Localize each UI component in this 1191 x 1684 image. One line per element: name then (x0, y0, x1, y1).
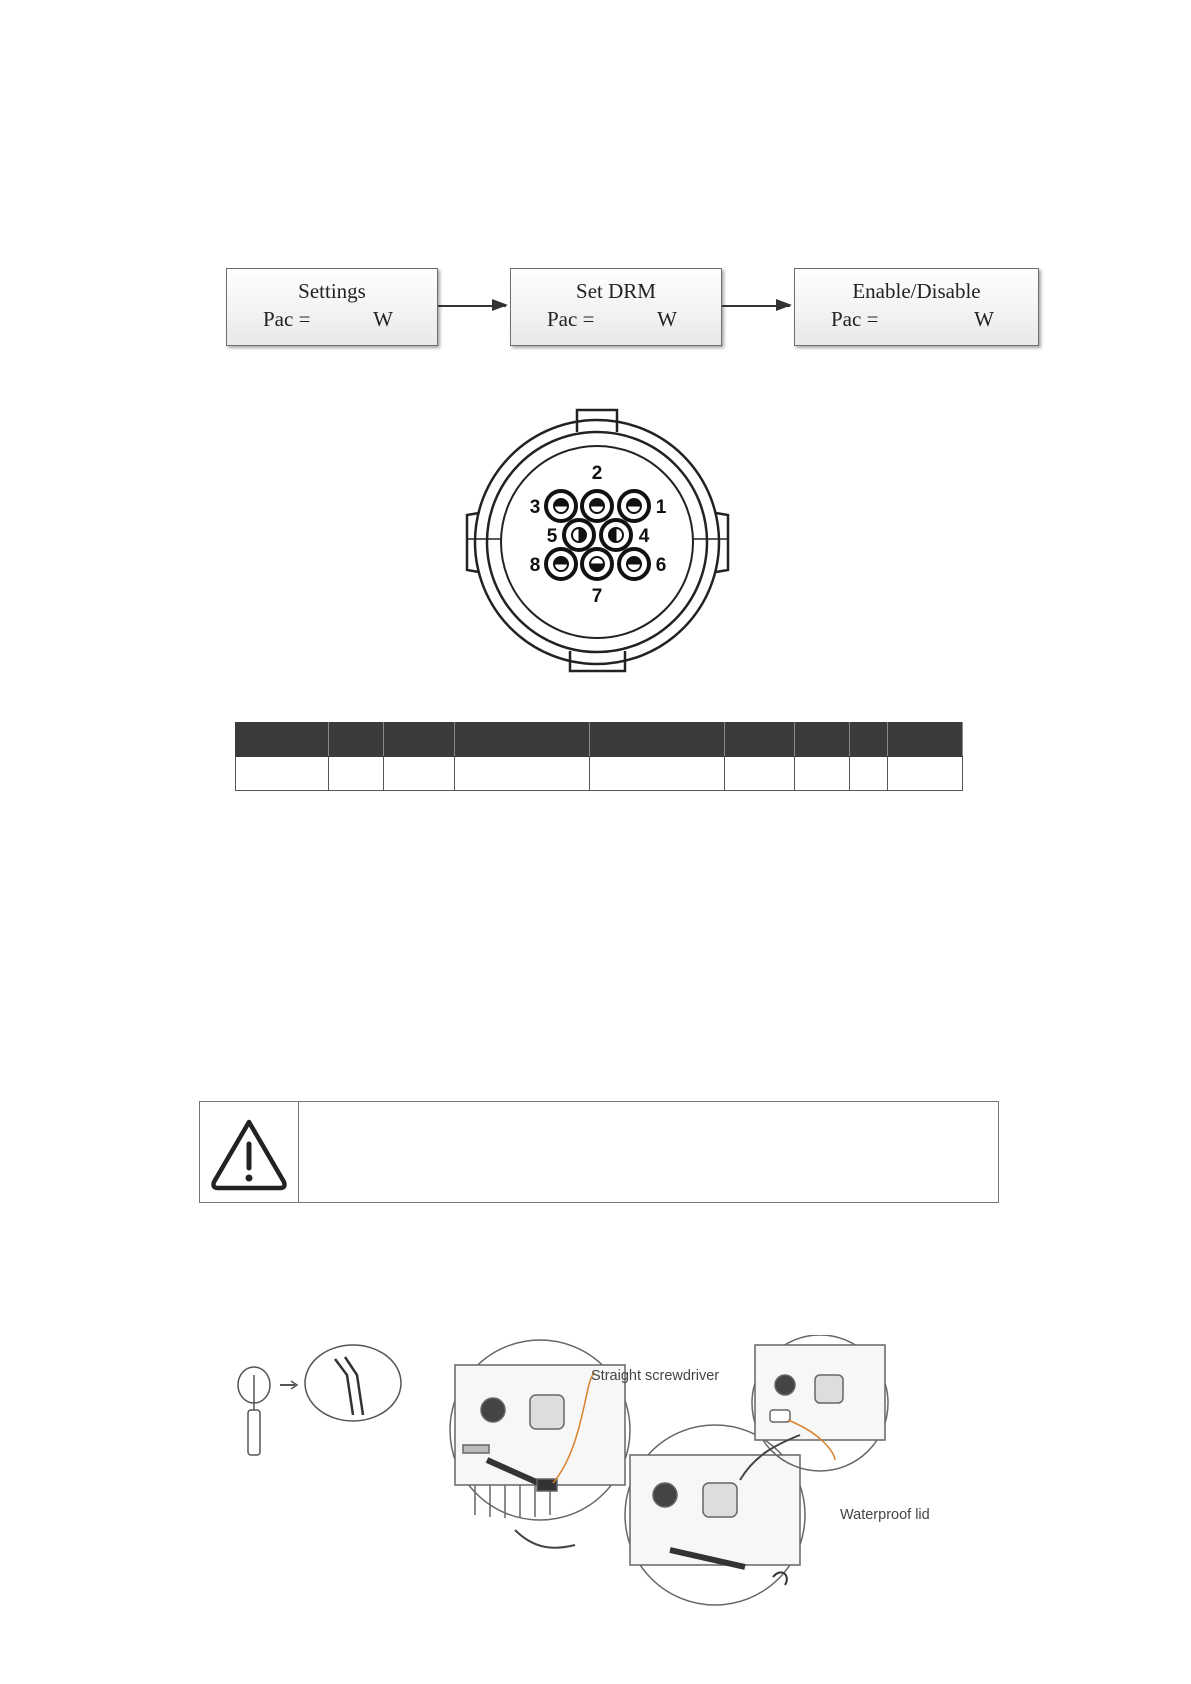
flow-box-pac: Pac = (831, 307, 879, 331)
pin-label-1: 1 (655, 497, 667, 518)
flow-box-unit: W (974, 307, 994, 331)
table-header-cell (850, 723, 888, 757)
pin-label-6: 6 (655, 555, 667, 576)
table-header-cell (888, 723, 963, 757)
pin-7 (582, 549, 612, 579)
warning-triangle-icon (200, 1102, 298, 1202)
pin-label-2: 2 (591, 463, 603, 484)
warning-notice-box (199, 1101, 999, 1203)
flow-box-enable-disable (794, 268, 1039, 346)
pin-label-8: 8 (529, 555, 541, 576)
warning-icon-cell (200, 1102, 299, 1202)
table-cell (236, 757, 329, 791)
table-cell (850, 757, 888, 791)
pin-5 (564, 520, 594, 550)
table-cell (455, 757, 590, 791)
pin-6 (619, 549, 649, 579)
label-waterproof-lid: Waterproof lid (840, 1507, 930, 1523)
step-arrow (515, 1530, 575, 1548)
table-header-cell (455, 723, 590, 757)
pin-4 (601, 520, 631, 550)
screwdriver-tip-detail (238, 1345, 401, 1455)
flow-box-pac: Pac = (547, 307, 595, 331)
inverter-view-3 (752, 1335, 888, 1471)
table-cell (888, 757, 963, 791)
table-cell (329, 757, 384, 791)
table-cell (590, 757, 725, 791)
pin-8 (546, 549, 576, 579)
label-straight-screwdriver: Straight screwdriver (591, 1368, 720, 1384)
pin-label-5: 5 (546, 526, 558, 547)
table-header-cell (236, 723, 329, 757)
inverter-view-2 (625, 1425, 805, 1605)
table-header-cell (384, 723, 455, 757)
table-header-cell (725, 723, 795, 757)
flow-box-settings (226, 268, 438, 346)
pin-label-3: 3 (529, 497, 541, 518)
flow-box-title: Set DRM (576, 279, 656, 303)
inverter-view-1 (450, 1340, 630, 1520)
flow-box-set-drm (510, 268, 722, 346)
flow-box-unit: W (373, 307, 393, 331)
table-header-cell (590, 723, 725, 757)
pin-assignment-table (235, 722, 963, 791)
pin-3 (546, 491, 576, 521)
table-header-cell (795, 723, 850, 757)
pin-1 (619, 491, 649, 521)
table-header-row (236, 723, 963, 757)
pin-2 (582, 491, 612, 521)
pin-label-7: 7 (591, 586, 603, 607)
flow-box-pac: Pac = (263, 307, 311, 331)
flow-arrow (722, 305, 790, 307)
table-header-cell (329, 723, 384, 757)
connector-pinout-diagram (465, 405, 730, 680)
flow-box-title: Settings (298, 279, 366, 303)
table-cell (795, 757, 850, 791)
flow-box-unit: W (657, 307, 677, 331)
table-cell (384, 757, 455, 791)
flow-box-title: Enable/Disable (852, 279, 981, 303)
table-row (236, 757, 963, 791)
table-cell (725, 757, 795, 791)
pin-label-4: 4 (638, 526, 650, 547)
flow-arrow (438, 305, 506, 307)
